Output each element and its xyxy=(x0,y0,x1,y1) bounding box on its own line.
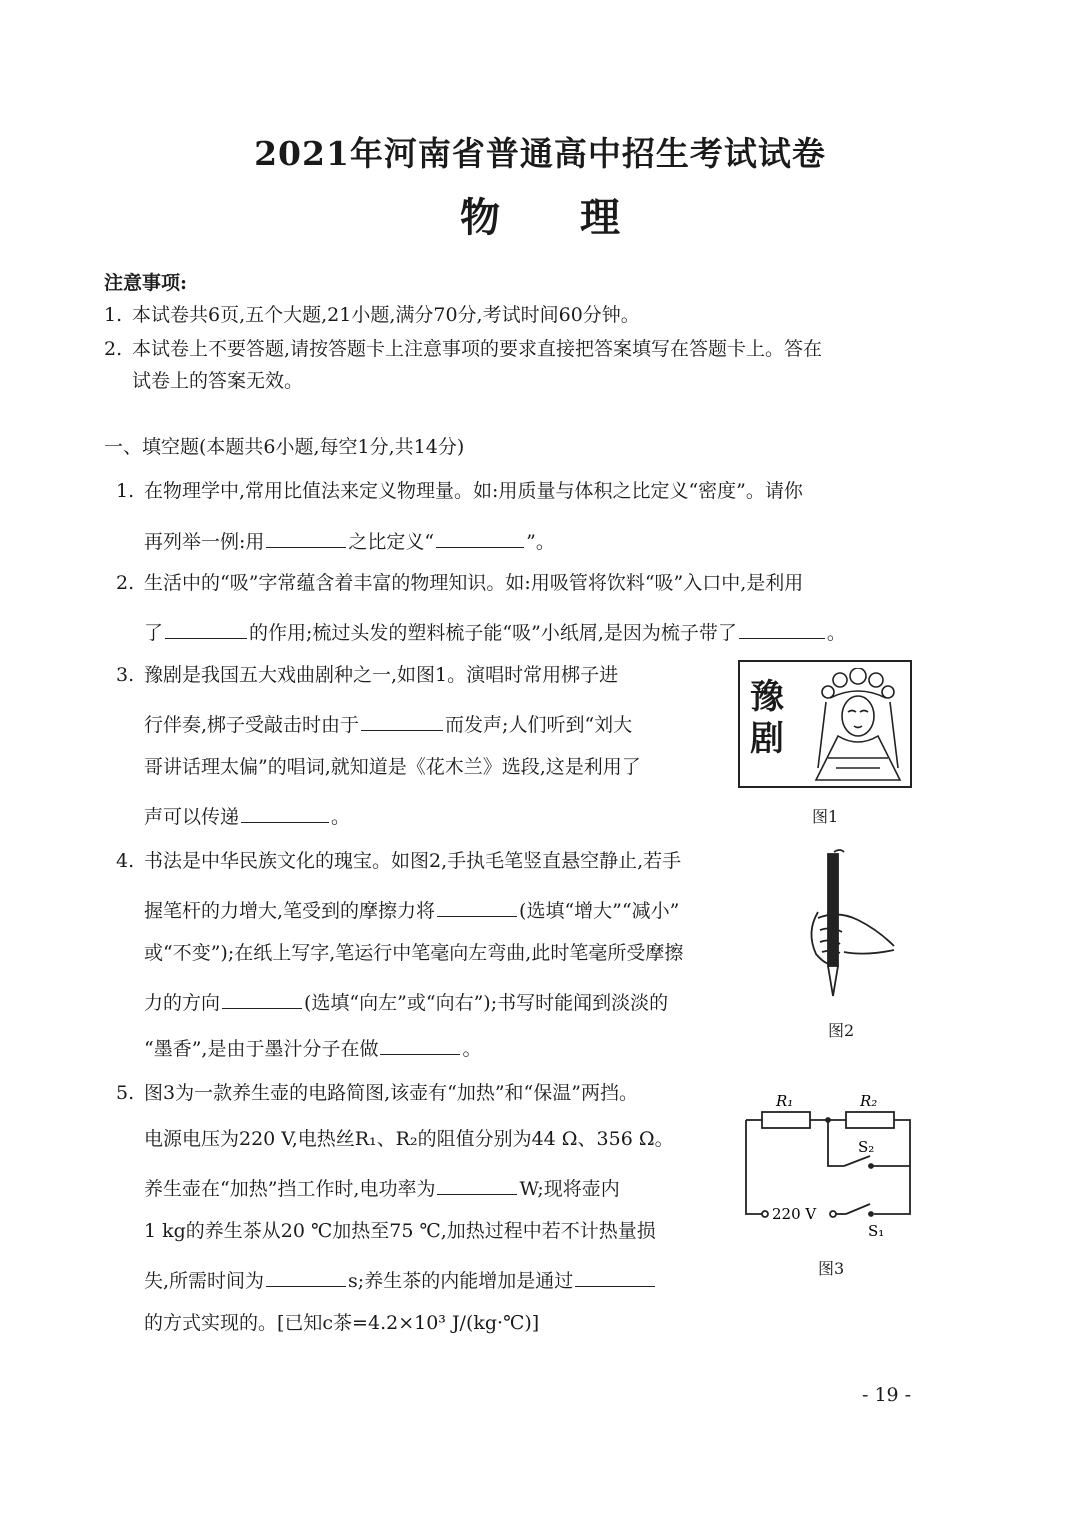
question-text: 在物理学中,常用比值法来定义物理量。如:用质量与体积之比定义“密度”。请你 xyxy=(144,480,803,502)
terminal xyxy=(830,1211,836,1217)
question-text: 声可以传递 xyxy=(144,805,240,828)
notice-item-number: 1. xyxy=(104,304,123,326)
question-text: 了 xyxy=(144,621,164,644)
question-2-line2 xyxy=(144,618,846,645)
wire xyxy=(828,1120,844,1166)
answer-blank[interactable] xyxy=(222,988,302,1009)
question-text: “墨香”,是由于墨汁分子在做 xyxy=(144,1037,379,1060)
notice-item-2-cont: 试卷上的答案无效。 xyxy=(132,370,304,392)
resistor-r1 xyxy=(762,1112,810,1128)
figure-1-label: 图1 xyxy=(812,807,839,826)
answer-blank[interactable] xyxy=(436,527,524,548)
answer-blank[interactable] xyxy=(575,1266,655,1287)
question-3-line4 xyxy=(144,802,350,829)
notice-heading: 注意事项: xyxy=(104,272,188,294)
circuit-diagram xyxy=(740,1086,920,1246)
exam-subject: 物理 xyxy=(460,194,700,241)
question-text: 再列举一例:用 xyxy=(144,530,265,553)
figure-2-label: 图2 xyxy=(828,1021,855,1040)
label-s1: S₁ xyxy=(868,1222,885,1240)
question-text: 养生壶在“加热”挡工作时,电功率为 xyxy=(144,1177,436,1200)
question-3-line3: 哥讲话理太偏”的唱词,就知道是《花木兰》选段,这是利用了 xyxy=(144,756,641,778)
question-text: 。 xyxy=(462,1037,482,1060)
switch-s2 xyxy=(844,1156,870,1166)
wire xyxy=(746,1120,762,1214)
opera-figure-illustration xyxy=(808,668,908,784)
question-4-line5 xyxy=(144,1034,481,1061)
switch-s1 xyxy=(846,1204,870,1214)
question-number: 2. xyxy=(116,572,135,594)
wire xyxy=(874,1120,910,1214)
question-number: 1. xyxy=(116,480,135,502)
figure-3-label: 图3 xyxy=(818,1259,845,1278)
question-text: 而发声;人们听到“刘大 xyxy=(445,713,633,736)
figure-1-frame xyxy=(738,660,912,788)
answer-blank[interactable] xyxy=(241,802,329,823)
notice-item-text: 本试卷共6页,五个大题,21小题,满分70分,考试时间60分钟。 xyxy=(132,304,640,326)
answer-blank[interactable] xyxy=(165,618,247,639)
question-text: 书法是中华民族文化的瑰宝。如图2,手执毛笔竖直悬空静止,若手 xyxy=(144,850,682,872)
question-text: 失,所需时间为 xyxy=(144,1269,265,1292)
section-heading: 一、填空题(本题共6小题,每空1分,共14分) xyxy=(104,436,465,458)
question-text: (选填“增大”“减小” xyxy=(519,899,680,922)
question-text: (选填“向左”或“向右”);书写时能闻到淡淡的 xyxy=(304,991,669,1014)
label-r2: R₂ xyxy=(860,1092,878,1110)
answer-blank[interactable] xyxy=(380,1034,460,1055)
label-r1: R₁ xyxy=(776,1092,794,1110)
answer-blank[interactable] xyxy=(266,1266,346,1287)
question-text: ”。 xyxy=(526,530,555,553)
question-number: 5. xyxy=(116,1082,135,1104)
notice-item-2 xyxy=(104,338,822,361)
label-voltage: 220 V xyxy=(772,1205,817,1223)
question-4-line4 xyxy=(144,988,668,1015)
question-1-line2 xyxy=(144,527,555,554)
notice-item-text: 本试卷上不要答题,请按答题卡上注意事项的要求直接把答案填写在答题卡上。答在 xyxy=(132,338,823,360)
question-text: 之比定义“ xyxy=(348,530,435,553)
question-5-line4: 1 kg的养生茶从20 ℃加热至75 ℃,加热过程中若不计热量损 xyxy=(144,1220,656,1242)
notice-item-number: 2. xyxy=(104,338,123,360)
question-5-line5 xyxy=(144,1266,657,1293)
label-s2: S₂ xyxy=(858,1138,875,1156)
question-1 xyxy=(116,480,803,503)
question-text: 行伴奏,梆子受敲击时由于 xyxy=(144,713,360,736)
question-text: 力的方向 xyxy=(144,991,221,1014)
answer-blank[interactable] xyxy=(437,1174,517,1195)
resistor-r2 xyxy=(846,1112,894,1128)
answer-blank[interactable] xyxy=(361,710,443,731)
question-text: 的作用;梳过头发的塑料梳子能“吸”小纸屑,是因为梳子带了 xyxy=(249,621,737,644)
question-number: 3. xyxy=(116,664,135,686)
question-text: 。 xyxy=(331,805,351,828)
question-5 xyxy=(116,1082,638,1105)
question-text: 图3为一款养生壶的电路简图,该壶有“加热”和“保温”两挡。 xyxy=(144,1082,638,1104)
brush-hand-illustration xyxy=(804,846,900,1006)
answer-blank[interactable] xyxy=(437,896,517,917)
notice-item-1 xyxy=(104,304,640,327)
answer-blank[interactable] xyxy=(739,618,825,639)
question-5-line2: 电源电压为220 V,电热丝R₁、R₂的阻值分别为44 Ω、356 Ω。 xyxy=(144,1128,674,1150)
question-4-line2 xyxy=(144,896,679,923)
question-2 xyxy=(116,572,803,595)
question-text: 生活中的“吸”字常蕴含着丰富的物理知识。如:用吸管将饮料“吸”入口中,是利用 xyxy=(144,572,804,594)
question-text: 。 xyxy=(826,621,846,644)
answer-blank[interactable] xyxy=(266,527,346,548)
question-5-line3 xyxy=(144,1174,620,1201)
exam-title: 2021年河南省普通高中招生考试试卷 xyxy=(254,134,826,173)
question-text: s;养生茶的内能增加是通过 xyxy=(348,1269,574,1292)
terminal xyxy=(762,1211,768,1217)
question-text: W;现将壶内 xyxy=(519,1177,620,1200)
question-number: 4. xyxy=(116,850,135,872)
question-4-line3: 或“不变”);在纸上写字,笔运行中笔毫向左弯曲,此时笔毫所受摩擦 xyxy=(144,942,684,964)
question-5-line6: 的方式实现的。[已知c茶=4.2×10³ J/(kg·℃)] xyxy=(144,1312,540,1334)
question-text: 握笔杆的力增大,笔受到的摩擦力将 xyxy=(144,899,436,922)
page-number: - 19 - xyxy=(862,1384,912,1406)
figure-1-caption: 豫剧 xyxy=(750,677,784,759)
question-4 xyxy=(116,850,681,873)
question-text: 豫剧是我国五大戏曲剧种之一,如图1。演唱时常用梆子进 xyxy=(144,664,619,686)
question-3-line2 xyxy=(144,710,632,737)
question-3 xyxy=(116,664,618,687)
